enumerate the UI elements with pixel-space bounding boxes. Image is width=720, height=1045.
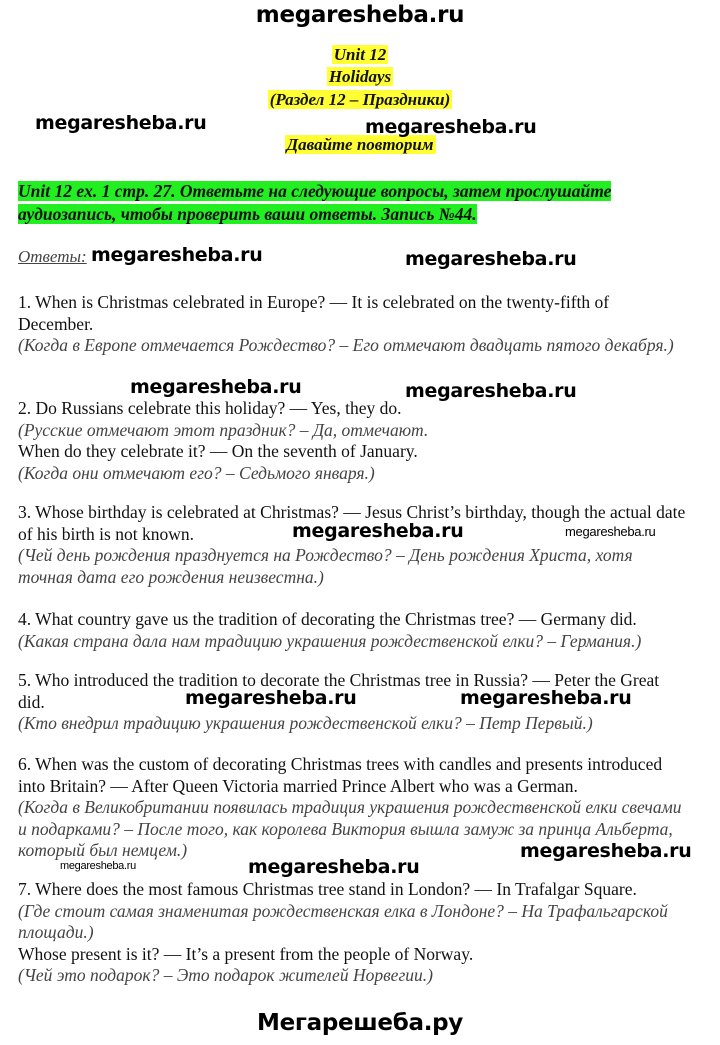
answer-item-4: 4. What country gave us the tradition of decorating the Christmas tree? — Germany did. (Какая страна дала нам традицию украшения рождественской елки? – Германия.) (18, 609, 642, 651)
watermark-small: megaresheba.ru (60, 860, 136, 872)
answer-item-3: 3. Whose birthday is celebrated at Christmas? — Jesus Christ’s birthday, though the actual date of his birth is not known. (Чей день рождения празднуется на Рождество? – День рождения Христа, хотя точная дата его рождения неизвестна.) (18, 502, 686, 587)
watermark: megaresheba.ru (405, 380, 577, 402)
watermark: megaresheba.ru (248, 856, 420, 878)
unit-subtitle: (Раздел 12 – Праздники) (269, 90, 451, 109)
site-watermark-header: megaresheba.ru (255, 2, 465, 28)
watermark: megaresheba.ru (35, 112, 207, 134)
watermark: megaresheba.ru (405, 248, 577, 270)
unit-title: Unit 12 (333, 45, 387, 64)
watermark: megaresheba.ru (365, 116, 537, 138)
watermark: megaresheba.ru (460, 687, 632, 709)
task-instruction: Unit 12 ex. 1 стр. 27. Ответьте на следующие вопросы, затем прослушайте аудиозапись, чтобы проверить ваши ответы. Запись №44. (18, 181, 612, 224)
watermark: megaresheba.ru (185, 687, 357, 709)
answers-label: Ответы: (18, 247, 87, 266)
answer-item-1: 1. When is Christmas celebrated in Europe? — It is celebrated on the twenty-fifth of December. (Когда в Европе отмечается Рождество? – Его отмечают двадцать пятого декабря.) (18, 292, 674, 355)
watermark: megaresheba.ru (91, 244, 263, 266)
answer-item-5: 5. Who introduced the tradition to decorate the Christmas tree in Russia? — Peter the Great did. (Кто внедрил традицию украшения рождественской елки? – Петр Первый.) (18, 670, 660, 733)
watermark-small: megaresheba.ru (565, 524, 656, 539)
unit-name: Holidays (328, 67, 392, 86)
watermark: megaresheba.ru (520, 840, 692, 862)
answer-item-2: 2. Do Russians celebrate this holiday? — Yes, they do. (Русские отмечают этот праздник? – Да, отмечают. When do they celebrate it? — On the seventh of January. (Когда они отмечают его? – Седьмого января.) (18, 398, 429, 483)
answer-item-7: 7. Where does the most famous Christmas tree stand in London? — In Trafalgar Square. (Где стоит самая знаменитая рождественская елка в Лондоне? – На Трафальгарской площади.) Whose present is it? — It’s a present from the people of Norway. (Чей это подарок? – Это подарок жителей Норвегии.) (18, 879, 668, 985)
watermark: megaresheba.ru (292, 520, 464, 542)
watermark: megaresheba.ru (130, 376, 302, 398)
section-title: Давайте повторим (286, 135, 434, 154)
site-watermark-footer: Мегарешеба.ру (257, 1010, 463, 1036)
answer-item-6: 6. When was the custom of decorating Christmas trees with candles and presents introduced into Britain? — After Queen Victoria married Prince Albert who was a German. (Когда в Великобритании появилась традиция украшения рождественской елки свечами и подарками? – После того, как королева Виктория вышла замуж за принца Альберта, который был немцем.) (18, 754, 682, 860)
